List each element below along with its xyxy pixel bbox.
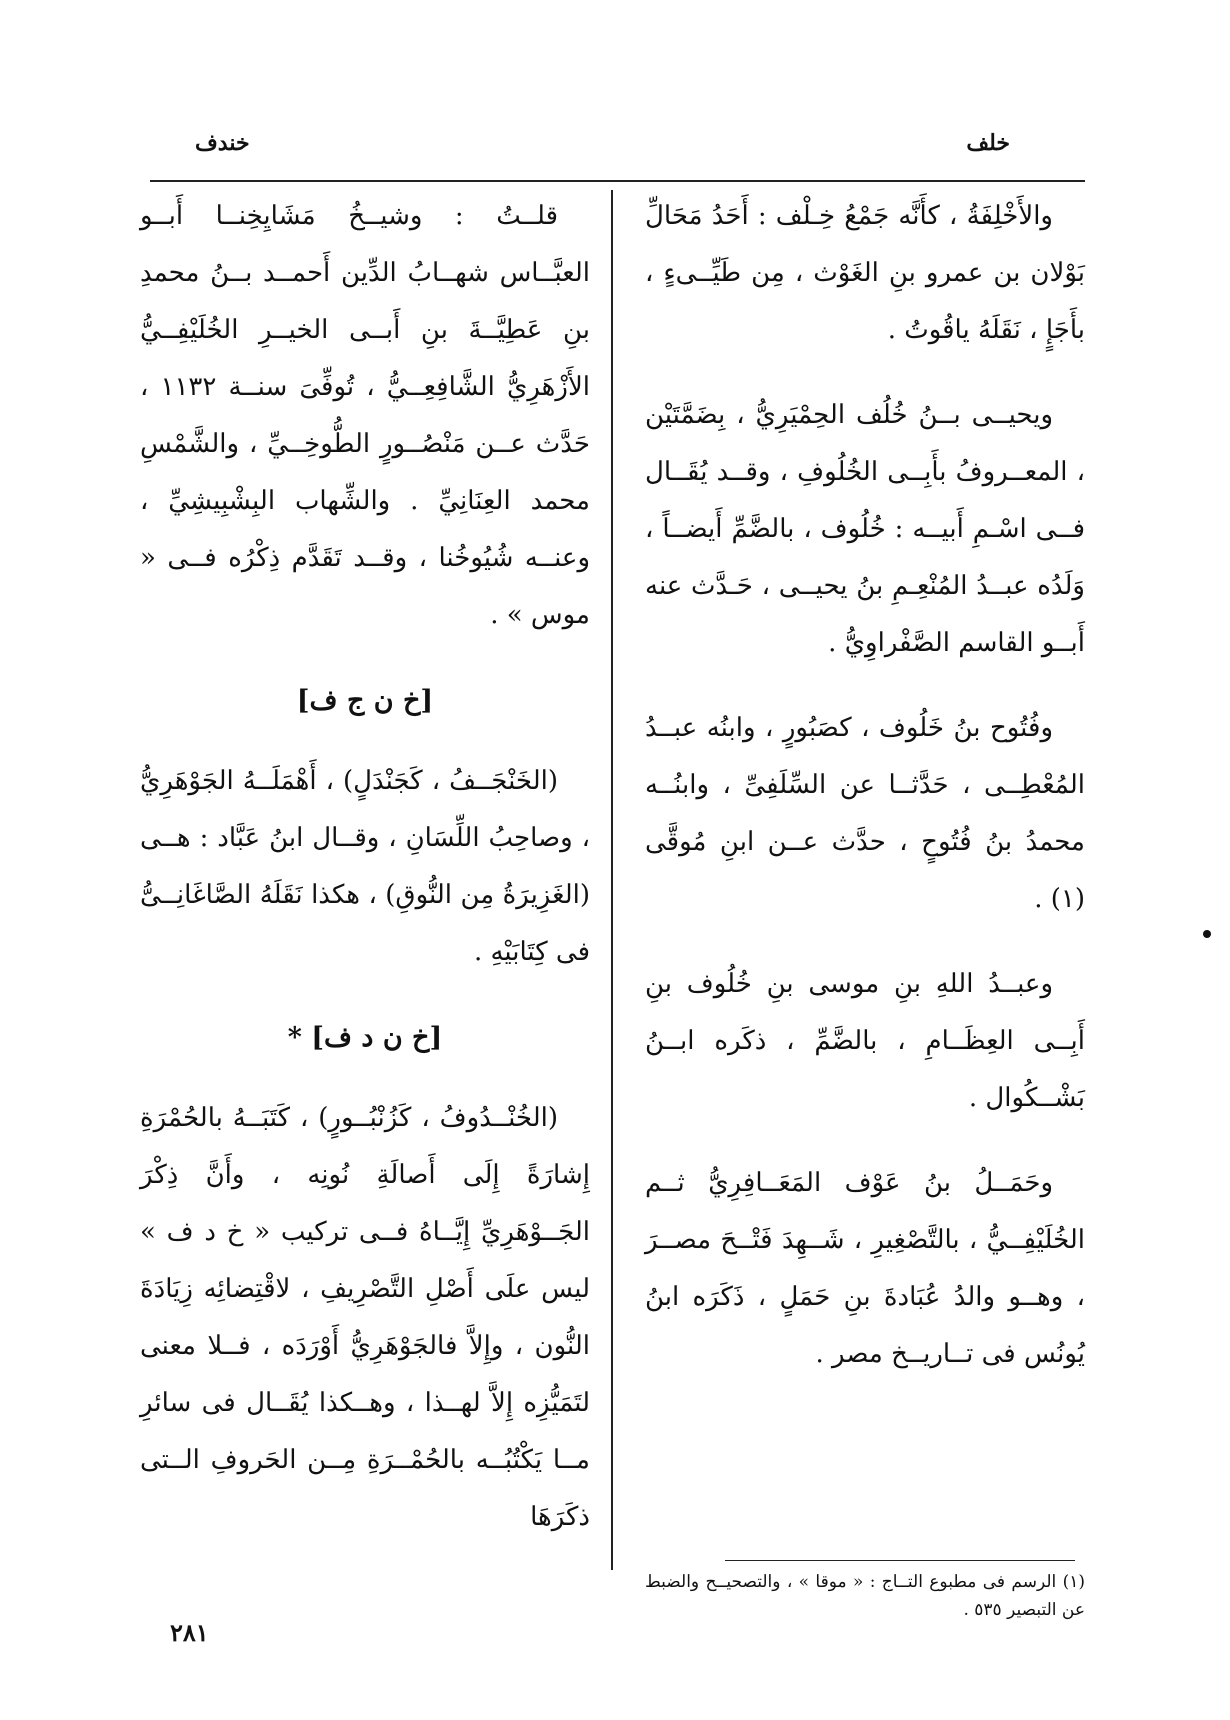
margin-dot — [1203, 930, 1211, 938]
entry-heading-khnjf: [خ ن ج ف] — [296, 685, 434, 716]
right-paragraph-2: ويحيــى بــنُ خُلُف الحِمْيَرِيُّ ، بِضَمَّتَيْن ، المعــروفُ بأَبِــى الخُلُوفِ ، وقــد يُقَــال فــى اسْـمِ أَبيــه : خُلُوف ، بالضَّمِّ أَيضــاً ، وَلَدُه عبــدُ المُنْعِـمِ بنُ يحيــى ، حَـدَّث عنه أَبــو القاسم الصَّفْراوِيُّ . — [645, 400, 1085, 658]
header-word-right: خلف — [966, 130, 1010, 156]
right-paragraph-5: وحَمَــلُ بنُ عَوْف المَعَــافِرِيُّ ثــم الخُلَيْفِــيُّ ، بالتَّصْغِيرِ ، شَــهِدَ فَتْــحَ مصــرَ ، وهــو والدُ عُبَادةَ بنِ حَمَلٍ ، ذَكَرَه ابنُ يُونُس فى تــاريــخ مصر . — [645, 1168, 1085, 1369]
left-paragraph-1: قلــتُ : وشيــخُ مَشَايِخِنــا أَبــو العبَّــاس شهــابُ الدِّين أَحمــد بــنُ محمدِ بنِ عَطِيَّــةَ بنِ أَبــى الخيــرِ الخُلَيْفِــيُّ الأَزْهَرِيُّ الشَّافِعِــيُّ ، تُوفِّىَ سنــة ١١٣٢ ، حَدَّث عــن مَنْصُــورٍ الطُّوخِــيِّ ، والشَّمْسِ محمد العِنَانِيِّ . والشِّهاب البِشْبِيشِيِّ ، وعنــه شُيُوخُنا ، وقــد تَقَدَّم ذِكْرُه فــى « موس » . — [140, 201, 590, 630]
left-paragraph-3: (الخُنْــدُوفُ ، كَزُنْبُــورٍ) ، كَتَبَــهُ بالحُمْرَةِ إِشارَةً إِلَى أَصالَةِ نُونِه ، وأَنَّ ذِكْرَ الجَــوْهَرِيِّ إِيَّــاهُ فــى تركيب « خ د ف » ليس علَى أَصْلِ التَّصْرِيفِ ، لاقْتِضائِه زِيَادَةَ النُّون ، وإِلاَّ فالجَوْهَرِيُّ أَوْرَدَه ، فــلا معنى لتَمَيُّزِه إِلاَّ لهــذا ، وهــكذا يُقَــال فى سائرِ مــا يَكْتُبُــه بالحُمْــرَةِ مِــن الحَروفِ الــتى ذكَرَهَا — [140, 1103, 590, 1532]
left-column — [140, 188, 590, 1574]
page-number: ٢٨١ — [170, 1618, 209, 1647]
right-paragraph-4: وعبــدُ اللهِ بنِ موسى بنِ خُلُوف بنِ أَبِــى العِظَــامِ ، بالضَّمِّ ، ذكَره ابــنُ بَشْــكُوال . — [645, 969, 1085, 1113]
right-paragraph-3: وفُتُوح بنُ خَلُوف ، كصَبُورٍ ، وابنُه عبــدُ المُعْطِــى ، حَدَّثــا عن السِّلَفِىِّ ، وابنُــه محمدُ بنُ فُتُوحٍ ، حدَّث عــن ابنِ مُوقَّى (١) . — [645, 713, 1085, 914]
footnote-rule — [725, 1560, 1075, 1561]
entry-heading-khndf: [خ ن د ف] * — [287, 1022, 443, 1053]
header-word-left: خندف — [195, 130, 250, 156]
right-paragraph-1: والأَخْلِفَةُ ، كأَنَّه جَمْعُ خِـلْف : أَحَدُ مَحَالِّ بَوْلان بن عمرو بنِ الغَوْث ، مِن طَيِّــىءٍ ، بأَجَإٍ ، نَقَلَهُ ياقُوتُ . — [645, 201, 1085, 345]
right-column — [645, 188, 1085, 1411]
left-paragraph-2: (الخَنْجَــفُ ، كَجَنْدَلٍ) ، أَهْمَلَــهُ الجَوْهَرِيُّ ، وصاحِبُ اللِّسَانِ ، وقــال ابنُ عَبَّاد : هــى (الغَزِيرَةُ مِن النُّوقِ) ، هكذا نَقَلَهُ الصَّاغَانِــىُّ فى كِتَابَيْهِ . — [140, 766, 590, 967]
column-divider — [611, 190, 613, 1570]
header-rule — [150, 180, 1085, 182]
footnote: (١) الرسم فى مطبوع التــاج : « موقا » ، والتصحيــح والضبط عن التبصير ٥٣٥ . — [645, 1572, 1085, 1620]
